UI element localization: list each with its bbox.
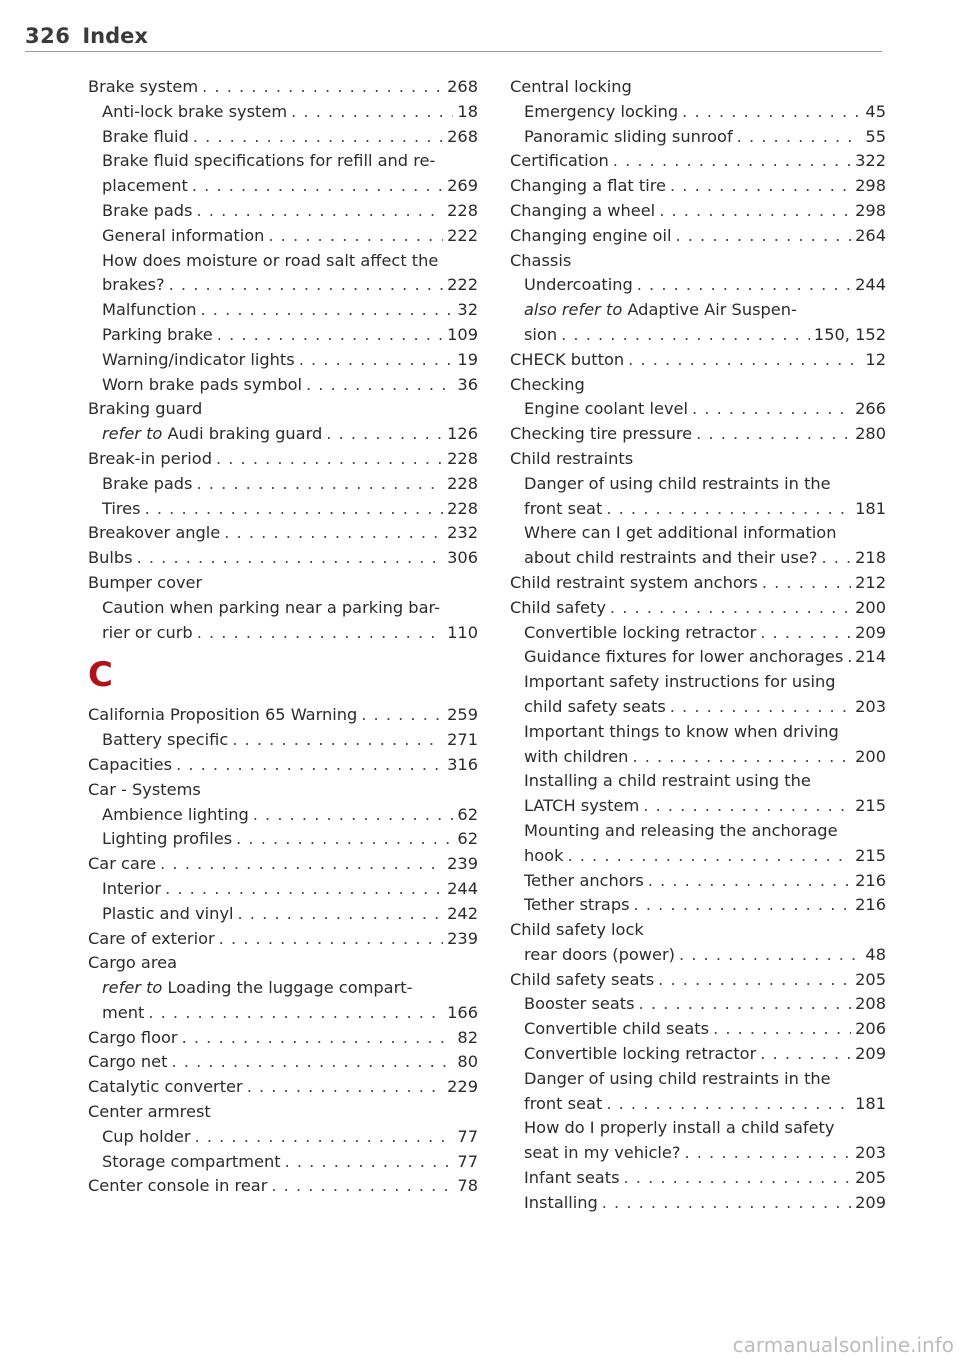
- index-entry: Changing a flat tire . . . 298: [510, 174, 886, 199]
- index-subentry: Tether anchors . . . 216: [510, 869, 886, 894]
- index-subentry: Installing . . . 209: [510, 1191, 886, 1216]
- index-entry: Center armrest: [88, 1102, 211, 1122]
- index-subentry: How do I properly install a child safety seat in my vehicle? . . . 203: [510, 1116, 886, 1166]
- index-entry: Checking tire pressure . . . 280: [510, 422, 886, 447]
- index-subentry: Lighting profiles . . . 62: [88, 827, 478, 852]
- index-entry: Checking: [510, 374, 585, 394]
- section-letter: C: [88, 655, 113, 696]
- index-subentry: Brake fluid specifications for refill and re- placement . . . 269: [88, 149, 478, 199]
- index-entry: Care of exterior . . . 239: [88, 927, 478, 952]
- index-entry: Child restraint system anchors . . . 212: [510, 571, 886, 596]
- index-subentry: Tether straps . . . 216: [510, 893, 886, 918]
- index-entry: Certification . . . 322: [510, 149, 886, 174]
- index-subentry: Malfunction . . . 32: [88, 298, 478, 323]
- index-entry: Cargo net . . . 80: [88, 1050, 478, 1075]
- index-subentry: Where can I get additional information about child restraints and their use? . . . 218: [510, 521, 886, 571]
- index-subentry: Storage compartment . . . 77: [88, 1150, 478, 1175]
- index-subentry: Important things to know when driving with children . . . 200: [510, 720, 886, 770]
- index-subentry: Guidance fixtures for lower anchorages . . . 214: [510, 645, 886, 670]
- index-subentry: Anti-lock brake system . . . 18: [88, 100, 478, 125]
- index-entry: CHECK button . . . 12: [510, 348, 886, 373]
- index-entry: Cargo area refer to Loading the luggage compart- ment . . . 166: [88, 951, 478, 1025]
- index-subentry: Panoramic sliding sunroof . . . 55: [510, 125, 886, 150]
- index-subentry: Caution when parking near a parking bar- rier or curb . . . 110: [88, 596, 478, 646]
- index-entry: Car - Systems: [88, 779, 201, 799]
- index-subentry: Installing a child restraint using the LATCH system . . . 215: [510, 769, 886, 819]
- index-entry: Bulbs . . . 306: [88, 546, 478, 571]
- index-entry: Capacities . . . 316: [88, 753, 478, 778]
- index-column-right: [510, 75, 886, 1216]
- index-subentry: Plastic and vinyl . . . 242: [88, 902, 478, 927]
- index-subentry: Ambience lighting . . . 62: [88, 803, 478, 828]
- index-entry: Central locking: [510, 77, 632, 96]
- index-entry: Catalytic converter . . . 229: [88, 1075, 478, 1100]
- index-entry: Cargo floor . . . 82: [88, 1026, 478, 1051]
- index-subentry: Parking brake . . . 109: [88, 323, 478, 348]
- page-number: 326: [25, 24, 71, 48]
- index-entry: Chassis: [510, 250, 572, 270]
- index-entry: Car care . . . 239: [88, 852, 478, 877]
- index-subentry: Brake fluid . . . 268: [88, 125, 478, 150]
- index-entry: Breakover angle . . . 232: [88, 521, 478, 546]
- index-entry: Changing engine oil . . . 264: [510, 224, 886, 249]
- index-subentry: Cup holder . . . 77: [88, 1125, 478, 1150]
- index-subentry: Danger of using child restraints in the front seat . . . 181: [510, 1067, 886, 1117]
- index-subentry: Tires . . . 228: [88, 497, 478, 522]
- index-subentry: Convertible child seats . . . 206: [510, 1017, 886, 1042]
- index-subentry: How does moisture or road salt affect the brakes? . . . 222: [88, 249, 478, 299]
- index-subentry: Battery specific . . . 271: [88, 728, 478, 753]
- index-entry: California Proposition 65 Warning . . . 259: [88, 703, 478, 728]
- index-subentry: Brake pads . . . 228: [88, 472, 478, 497]
- index-column-left: [88, 75, 478, 1199]
- index-entry: Break-in period . . . 228: [88, 447, 478, 472]
- index-subentry: Warning/indicator lights . . . 19: [88, 348, 478, 373]
- index-subentry: Emergency locking . . . 45: [510, 100, 886, 125]
- index-subentry: Interior . . . 244: [88, 877, 478, 902]
- index-subentry: Booster seats . . . 208: [510, 992, 886, 1017]
- index-entry: Brake system . . . 268: [88, 75, 478, 100]
- header-rule: [25, 51, 882, 52]
- watermark: carmanualsonline.info: [732, 1333, 954, 1357]
- index-subentry: Important safety instructions for using child safety seats . . . 203: [510, 670, 886, 720]
- index-subentry: Convertible locking retractor . . . 209: [510, 621, 886, 646]
- index-entry: Child restraints: [510, 448, 634, 468]
- index-entry: Child safety seats . . . 205: [510, 968, 886, 993]
- index-subentry: Brake pads . . . 228: [88, 199, 478, 224]
- index-subentry: Worn brake pads symbol . . . 36: [88, 373, 478, 398]
- index-subentry: Engine coolant level . . . 266: [510, 397, 886, 422]
- index-subentry: Convertible locking retractor . . . 209: [510, 1042, 886, 1067]
- section-title: Index: [82, 24, 148, 48]
- index-entry: Child safety lock: [510, 920, 644, 940]
- index-entry: Bumper cover: [88, 572, 203, 592]
- index-subentry: Mounting and releasing the anchorage hook . . . 215: [510, 819, 886, 869]
- index-subentry: Infant seats . . . 205: [510, 1166, 886, 1191]
- index-entry: Changing a wheel . . . 298: [510, 199, 886, 224]
- index-subentry: Danger of using child restraints in the front seat . . . 181: [510, 472, 886, 522]
- index-entry: Center console in rear . . . 78: [88, 1174, 478, 1199]
- index-subentry: General information . . . 222: [88, 224, 478, 249]
- index-entry: Braking guard refer to Audi braking guard . . . 126: [88, 397, 478, 447]
- index-subentry: Undercoating . . . 244: [510, 273, 886, 298]
- index-subentry: also refer to Adaptive Air Suspen- sion . . . 150, 152: [510, 298, 886, 348]
- index-entry: Child safety . . . 200: [510, 596, 886, 621]
- index-subentry: rear doors (power) . . . 48: [510, 943, 886, 968]
- page-header: [25, 24, 148, 48]
